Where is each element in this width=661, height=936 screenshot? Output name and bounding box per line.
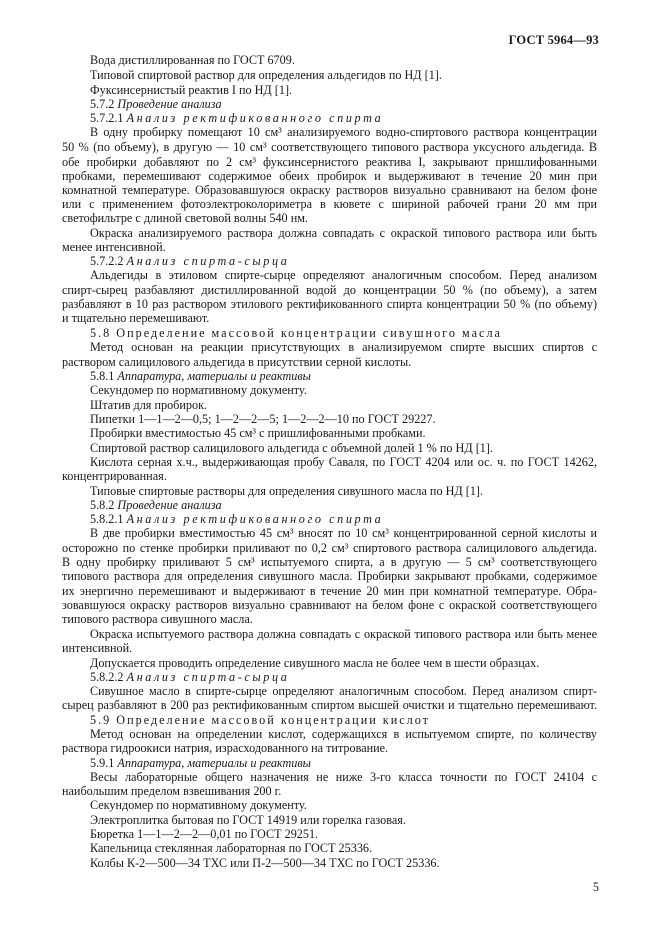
text-line: 50 % (по объему), в другую — 10 см³ соответствующего типового раствора уксусного альдегида. В	[62, 140, 597, 154]
text-line: В одну пробирку помещают 10 см³ анализируемого водно-спиртового раствора концентрации	[90, 125, 597, 139]
section-number: 5.8.2.2	[90, 670, 124, 684]
text-line: Кислота серная х.ч., выдерживающая пробу Саваля, по ГОСТ 4204 или ос. ч. по ГОСТ 14262,	[90, 455, 597, 469]
text-line: менее интенсивной.	[62, 240, 166, 254]
section-title: Анализ спирта-сырца	[126, 670, 290, 684]
text-line: обе пробирки добавляют по 2 см³ фуксинсернистого реактива I, закрывают пришлифованными	[62, 155, 597, 169]
subsection-heading	[90, 97, 597, 112]
subsection-heading	[90, 498, 597, 513]
section-number: 5.7.2	[90, 97, 115, 111]
text-line: пробками, перемешивают содержимое обеих пробирок и выдерживают в течение 20 мин при	[62, 169, 597, 183]
section-number: 5.9.1	[90, 756, 115, 770]
section-number: 5.8.2.1	[90, 512, 124, 526]
text-line: наибольшим пределом взвешивания 200 г.	[62, 784, 282, 798]
text-line: Допускается проводить определение сивушного масла не более чем в шести образцах.	[90, 656, 540, 670]
section-title: Аппаратура, материалы и реактивы	[117, 369, 311, 383]
text-line: или с применением фотоэлектроколориметра в кювете с шириной рабочей грани 20 мм при	[62, 197, 597, 211]
text-line: и тщательно перемешивают.	[62, 311, 210, 325]
text-line: концентрированная.	[62, 469, 167, 483]
text-line: Колбы К-2—500—34 ТХС или П-2—500—34 ТХС по ГОСТ 25336.	[90, 856, 440, 870]
section-title: Проведение анализа	[117, 498, 222, 512]
text-line: Весы лабораторные общего назначения не ниже 3-го класса точности по ГОСТ 24104 с	[90, 770, 597, 784]
text-line: В одну пробирку приливают 5 см³ испытуемого спирта, а в другую — 5 см³ соответствующего	[62, 555, 597, 569]
text-line: Окраска испытуемого раствора должна совпадать с окраской типового раствора или быть менее	[90, 627, 597, 641]
text-line: Штатив для пробирок.	[90, 398, 208, 412]
text-line: интенсивной.	[62, 641, 133, 655]
section-number: 5.8.2	[90, 498, 115, 512]
text-line: Электроплитка бытовая по ГОСТ 14919 или горелка газовая.	[90, 813, 406, 827]
text-line: Метод основан на определении кислот, содержащихся в испытуемом спирте, по количеству	[90, 727, 597, 741]
text-line: светофильтре с длиной световой волны 540 нм.	[62, 211, 308, 225]
text-line: Секундомер по нормативному документу.	[90, 383, 307, 397]
text-line: Пипетки 1—1—2—0,5; 1—2—2—5; 1—2—2—10 по ГОСТ 29227.	[90, 412, 436, 426]
text-line: раствором салицилового альдегида в присутствии серной кислоты.	[62, 355, 412, 369]
text-line: их энергично перемешивают и выдерживают в течение 20 мин при комнатной температуре. Обра-	[62, 584, 597, 598]
section-heading: 5.9 Определение массовой концентрации кислот	[90, 713, 430, 727]
text-line: Бюретка 1—1—2—2—0,01 по ГОСТ 29251.	[90, 827, 319, 841]
text-line: типового раствора для определения сивушного масла. Пробирки закрывают пробками, содержимое	[62, 569, 597, 583]
text-line: Окраска анализируемого раствора должна совпадать с окраской типового раствора или быть	[90, 226, 597, 240]
text-line: Типовой спиртовой раствор для определения альдегидов по НД [1].	[90, 68, 442, 82]
page-number: 5	[592, 880, 599, 894]
text-line: Альдегиды в этиловом спирте-сырце определяют аналогичным способом. Перед анализом	[90, 268, 597, 282]
text-line: осторожно по стенке пробирки приливают по 0,2 см³ спиртового раствора салицилового альдегида.	[62, 541, 597, 555]
text-line: Фуксинсернистый реактив I по НД [1].	[90, 83, 293, 97]
subsection-heading	[90, 512, 597, 527]
subsection-heading	[90, 369, 597, 384]
subsection-heading	[90, 670, 597, 685]
text-line: Капельница стеклянная лабораторная по ГОСТ 25336.	[90, 841, 373, 855]
text-line: Спиртовой раствор салицилового альдегида с объемной долей 1 % по НД [1].	[90, 441, 493, 455]
subsection-heading	[90, 254, 597, 269]
section-title: Аппаратура, материалы и реактивы	[117, 756, 311, 770]
text-line: Сивушное масло в спирте-сырце определяют аналогичным способом. Перед анализом спирт-	[90, 684, 597, 698]
text-line: раствора гидроокиси натрия, израсходованного на титрование.	[62, 741, 389, 755]
text-line: В две пробирки вместимостью 45 см³ вносят по 10 см³ концентрированной серной кислоты и	[90, 526, 597, 540]
section-title: Проведение анализа	[117, 97, 222, 111]
text-line: разбавляют в 10 раз раствором этилового ректификованного спирта концентрации 50 % (по объему)	[62, 297, 597, 311]
section-number: 5.7.2.2	[90, 254, 124, 268]
section-title: Анализ ректификованного спирта	[126, 512, 384, 526]
section-heading: 5.8 Определение массовой концентрации сивушного масла	[90, 326, 502, 340]
text-line: типового раствора сивушного масла.	[62, 612, 253, 626]
text-line: Пробирки вместимостью 45 см³ с пришлифованными пробками.	[90, 426, 426, 440]
subsection-heading	[90, 756, 597, 771]
section-title: Анализ ректификованного спирта	[126, 111, 384, 125]
text-line: зовавшуюся окраску растворов визуально сравнивают на белом фоне с окраской соответствующего	[62, 598, 597, 612]
page-header: ГОСТ 5964—93	[508, 33, 599, 47]
text-line: Метод основан на реакции присутствующих в анализируемом спирте высших спиртов с	[90, 340, 597, 354]
section-number: 5.8.1	[90, 369, 115, 383]
subsection-heading	[90, 111, 597, 126]
text-line: комнатной температуре. Образовавшуюся окраску растворов визуально сравнивают на белом фоне	[62, 183, 597, 197]
section-number: 5.7.2.1	[90, 111, 124, 125]
text-line: спирт-сырец разбавляют дистиллированной водой до концентрации 50 % (по объему), а затем	[62, 283, 597, 297]
text-line: сырец разбавляют в 200 раз ректификованным спиртом высшей очистки и тщательно перемешивают.	[62, 698, 597, 712]
text-line: Вода дистиллированная по ГОСТ 6709.	[90, 53, 295, 67]
text-line: Секундомер по нормативному документу.	[90, 798, 307, 812]
text-line: Типовые спиртовые растворы для определения сивушного масла по НД [1].	[90, 484, 484, 498]
section-title: Анализ спирта-сырца	[126, 254, 290, 268]
